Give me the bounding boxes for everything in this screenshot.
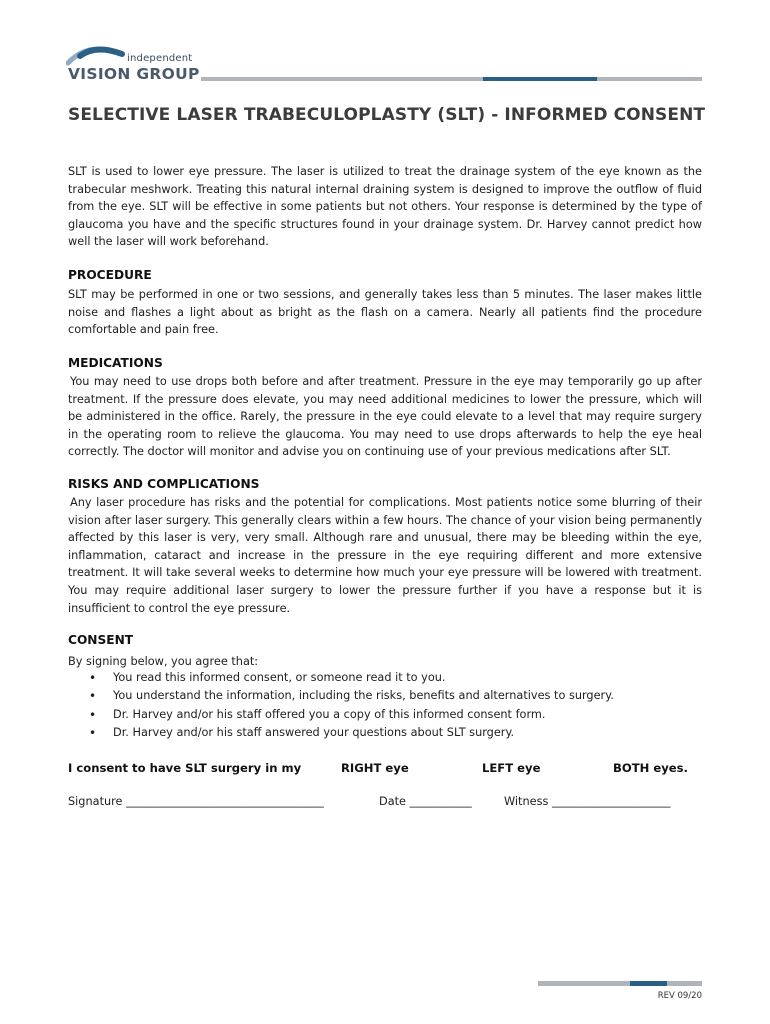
- header-rule-accent: [483, 77, 597, 81]
- list-item: • You read this informed consent, or someone read it to you.: [68, 669, 702, 687]
- logo-big-text: VISION GROUP: [68, 65, 200, 83]
- medications-heading: MEDICATIONS: [68, 356, 163, 370]
- signature-field[interactable]: Signature ___________________________________: [68, 795, 324, 808]
- footer-rule: [538, 981, 702, 986]
- list-item: • You understand the information, including the risks, benefits and alternatives to surgery.: [68, 687, 702, 705]
- witness-field[interactable]: Witness _____________________: [504, 795, 671, 808]
- procedure-paragraph: SLT may be performed in one or two sessions, and generally takes less than 5 minutes. The laser makes little noise and flashes a light about as bright as the flash on a camera. Nearly all patients find the procedure comfortable and pain free.: [68, 288, 702, 337]
- revision-label: REV 09/20: [657, 991, 702, 1001]
- both-eyes-option[interactable]: BOTH eyes.: [613, 761, 688, 775]
- logo-small-text: independent: [127, 53, 193, 64]
- document-title: SELECTIVE LASER TRABECULOPLASTY (SLT) - INFORMED CONSENT: [68, 105, 706, 125]
- right-eye-option[interactable]: RIGHT eye: [341, 761, 409, 775]
- consent-lead: By signing below, you agree that:: [68, 655, 259, 668]
- date-field[interactable]: Date ___________: [379, 795, 472, 808]
- consent-line-lead: I consent to have SLT surgery in my: [68, 761, 302, 775]
- consent-bullet-list: [68, 669, 702, 743]
- left-eye-option[interactable]: LEFT eye: [482, 761, 541, 775]
- risks-heading: RISKS AND COMPLICATIONS: [68, 477, 260, 491]
- header-rule: [201, 77, 702, 81]
- list-item: • Dr. Harvey and/or his staff offered you a copy of this informed consent form.: [68, 706, 702, 724]
- procedure-heading: PROCEDURE: [68, 268, 152, 282]
- medications-paragraph: You may need to use drops both before and after treatment. Pressure in the eye may temporarily go up after treatment. If the pressure does elevate, you may need additional medicines to lower the pressure, which will be administered in the office. Rarely, the pressure in the eye could elevate to a level that may require surgery in the operating room to relieve the glaucoma. You may need to use drops afterwards to help the eye heal correctly. The doctor will monitor and advise you on continuing use of your previous medications after SLT.: [68, 375, 702, 459]
- risks-paragraph: Any laser procedure has risks and the potential for complications. Most patients notice some blurring of their vision after laser surgery. This generally clears within a few hours. The chance of your vision being permanently affected by this laser is very, very small. Although rare and unusual, there may be bleeding within the eye, inflammation, cataract and increase in the pressure in the eye requiring different and more extensive treatment. It will take several weeks to determine how much your eye pressure will be lowered with treatment. You may require additional laser surgery to lower the pressure further if you have a response but it is insufficient to control the eye pressure.: [68, 496, 702, 615]
- list-item: • Dr. Harvey and/or his staff answered your questions about SLT surgery.: [68, 724, 702, 742]
- intro-paragraph: SLT is used to lower eye pressure. The laser is utilized to treat the drainage system of the eye known as the trabecular meshwork. Treating this natural internal draining system is designed to improve the outflow of fluid from the eye. SLT will be effective in some patients but not others. Your response is determined by the type of glaucoma you have and the specific structures found in your drainage system. Dr. Harvey cannot predict how well the laser will work beforehand.: [68, 165, 702, 249]
- consent-heading: CONSENT: [68, 633, 134, 647]
- footer-rule-accent: [630, 981, 667, 986]
- vision-group-logo: [66, 42, 198, 88]
